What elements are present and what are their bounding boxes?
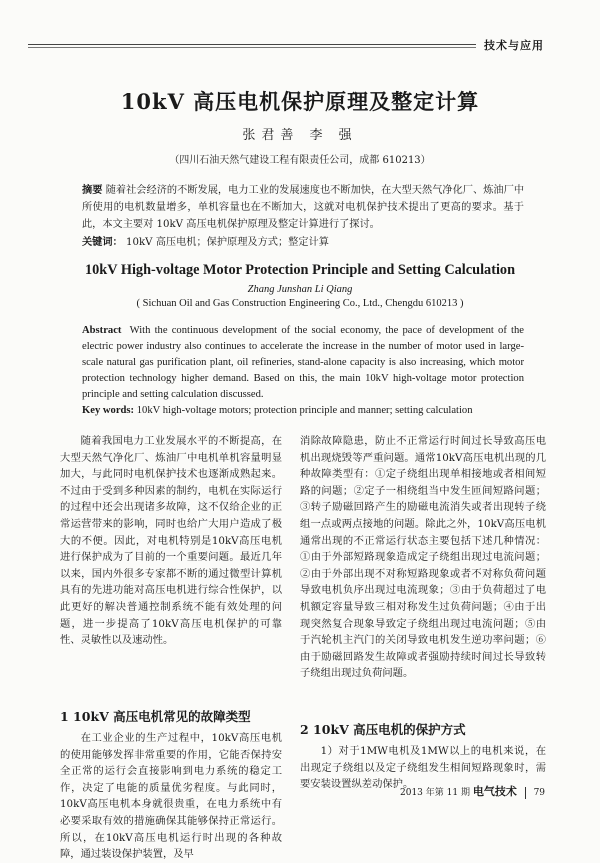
abstract-chinese [82, 182, 524, 233]
fault-types-paragraph: 消除故障隐患，防止不正常运行时间过长导致高压电机出现烧毁等严重问题。通常10kV高压电机出现的几种故障类型有：①定子绕组出现单相接地或者相间短路的问题；②定子一相绕组当中发生匝间短路问题；③转子励磁回路产生的励磁电流消失或者出现转子绕组一点或两点接地的问题。除此之外，10kV高压电机通常出现的不正常运行状态主要包括下述几种情况：①由于外部短路现象造成定子绕组出现过电流问题；②由于外部出现不对称短路现象或者不对称负荷问题导致电机负序出现过电流现象；③由于负荷超过了电机额定容量导致三相对称发生过负荷问题；④由于出现突然复合现象导致定子绕组出现过电流问题；⑤由于汽轮机主汽门的关闭导致电机发生逆功率问题；⑥由于励磁回路发生故障或者强励持续时间过长导致转子绕组出现过负荷问题。 [300, 435, 546, 680]
title-english: 10kV High-voltage Motor Protection Principle and Setting Calculation [84, 262, 516, 278]
footer-page-number: 79 [533, 788, 546, 798]
authors-chinese: 张君善 李 强 [242, 128, 358, 143]
header-rule [28, 44, 476, 45]
footer-divider [525, 787, 526, 799]
keywords-english [82, 405, 524, 416]
body-right-column [300, 433, 546, 682]
affiliation-chinese: （四川石油天然气建设工程有限责任公司，成都 610213） [169, 155, 431, 166]
section-1-paragraph: 在工业企业的生产过程中，10kV高压电机的使用能够发挥非常重要的作用，它能否保持安全正常的运行会直接影响到电力系统的稳定工作，决定了电能的质量优劣程度。与此同时，10kV高压电机本身就很贵重，在电力系统中有必要采取有效的措施确保其能够保持正常运行。所以，在10kV高压电机运行时出现的各种故障，通过装设保护装置，及早 [60, 732, 282, 861]
keywords-text-chinese: 10kV 高压电机；保护原理及方式；整定计算 [126, 237, 329, 248]
affiliation-english: ( Sichuan Oil and Gas Construction Engineering Co., Ltd., Chengdu 610213 ) [136, 298, 464, 309]
abstract-text-chinese: 随着社会经济的不断发展，电力工业的发展速度也不断加快，在大型天然气净化厂、炼油厂中所使用的电机数量增多，单机容量也在不断加大，这就对电机保护技术提出了更高的要求。基于此，本文主要对 10kV 高压电机保护原理及整定计算进行了探讨。 [82, 185, 525, 230]
section-2-heading: 2 10kV 高压电机的保护方式 [300, 722, 466, 737]
abstract-text-english: With the continuous development of the social economy, the pace of development of the electric power industry also continues to accelerate the increase in the number of motor used in large-scale natural gas purification plant, oil refineries, stand-alone capacity is also increasing, which motor protection technology higher demand. Based on this, the main 10kV high-voltage motor protection principle and setting calculation discussed. [82, 325, 524, 400]
title-chinese: 10kV 高压电机保护原理及整定计算 [120, 89, 480, 114]
abstract-english [82, 323, 524, 403]
section-1-heading: 1 10kV 高压电机常见的故障类型 [60, 709, 251, 724]
section-2-paragraph: 1）对于1MW电机及1MW以上的电机来说，在出现定子绕组以及定子绕组发生相间短路现象时，需要安装设置纵差动保护。 [300, 745, 546, 791]
keywords-chinese [82, 233, 524, 248]
body-left-column [60, 433, 282, 649]
header-rule-thin [28, 47, 476, 48]
footer-journal: 电气技术 [472, 785, 517, 798]
intro-paragraph: 随着我国电力工业发展水平的不断提高，在大型天然气净化厂、炼油厂中电机单机容量明显加大，与此同时电机保护技术也逐渐成熟起来。不过由于受到多种因素的制约，电机在实际运行的过程中还会出现诸多故障，这不仅给企业的正常运营带来的影响，同时也给广大用户造成了极大的不便。因此，对电机特别是10kV高压电机进行保护成为了目前的一个重要问题。最近几年以来，国内外很多专家都不断的通过微型计算机具有的先进功能对高压电机进行综合性保护，以此更好的解决普通控制系统不能有效处理的问题，进一步提高了10kV高压电机保护的可靠性、灵敏性以及速动性。 [60, 435, 282, 647]
keywords-label-english: Key words: [82, 405, 135, 416]
footer-issue: 2013 年第 11 期 [400, 788, 470, 798]
keywords-text-english: 10kV high-voltage motors; protection principle and manner; setting calculation [136, 405, 473, 416]
keywords-label-chinese: 关键词： [82, 236, 123, 248]
authors-english: Zhang Junshan Li Qiang [247, 284, 353, 295]
section-1-body [60, 730, 282, 863]
abstract-label-english: Abstract [82, 325, 122, 336]
abstract-label-chinese: 摘要 [82, 184, 103, 196]
page-footer [400, 783, 545, 799]
section-tag: 技术与应用 [484, 39, 544, 52]
